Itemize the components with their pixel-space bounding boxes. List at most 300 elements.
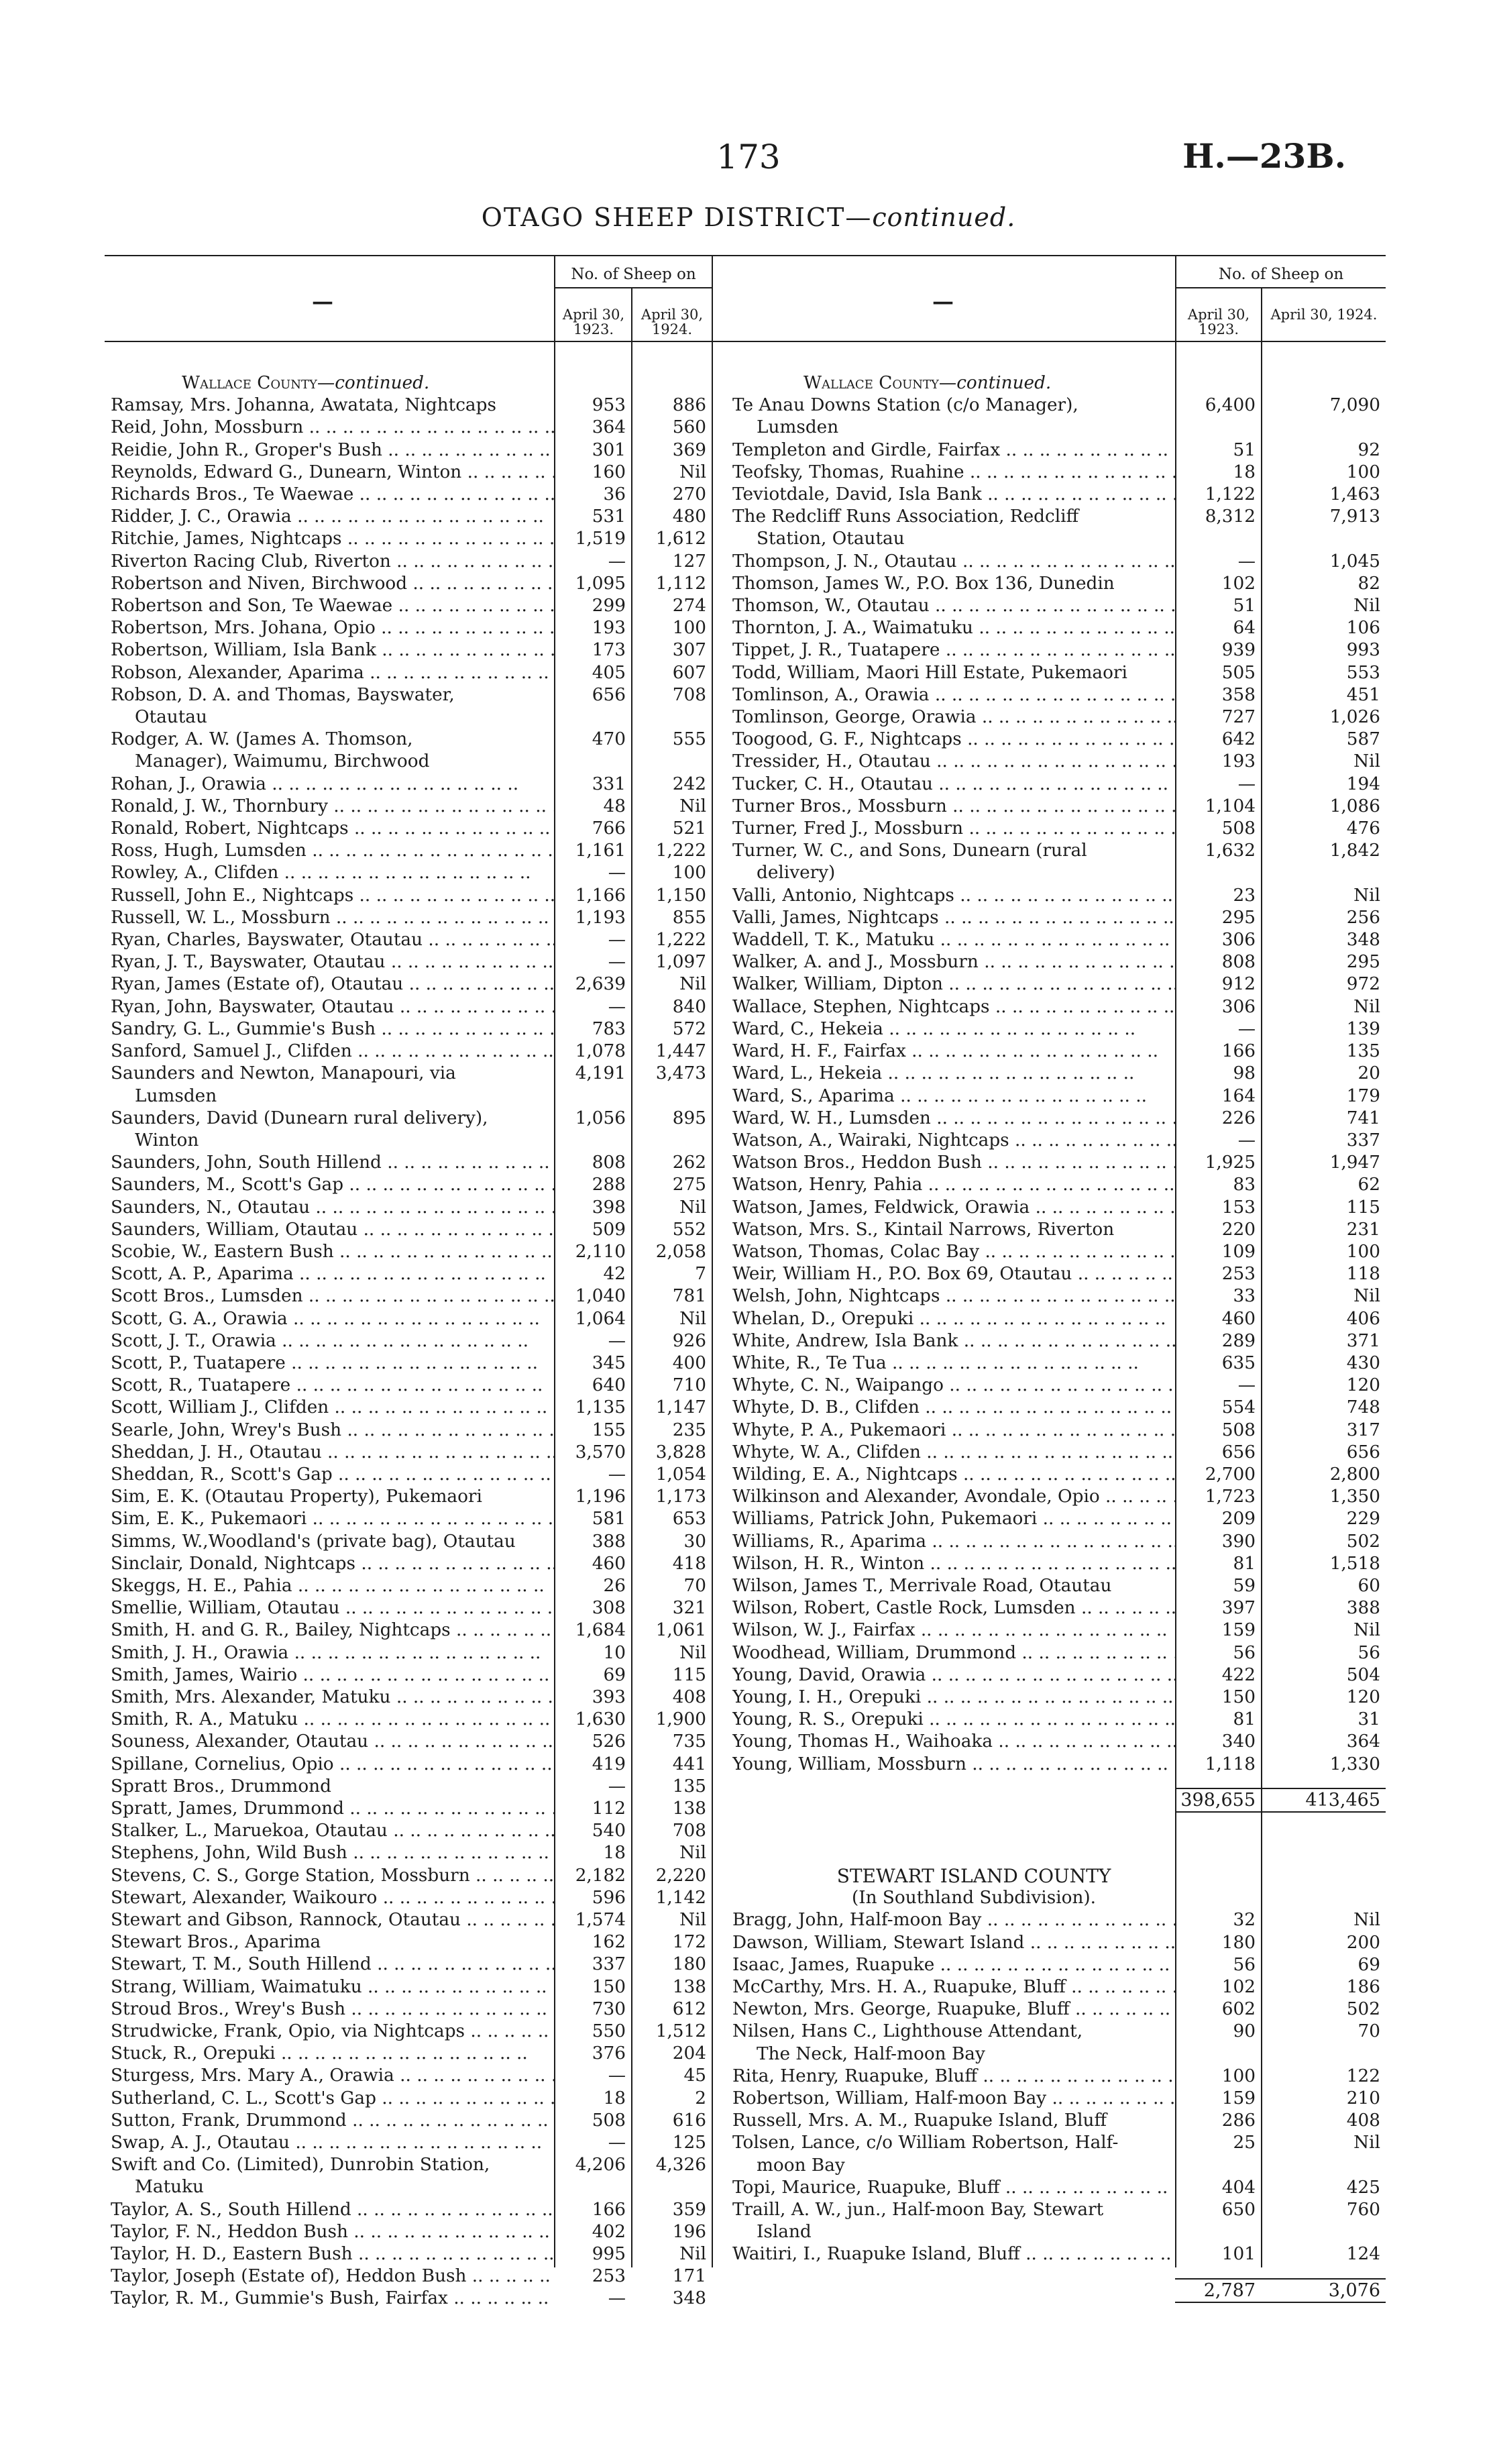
sheep-1924: 2 [695,2088,706,2108]
sheep-1924: 138 [672,1976,706,1997]
entry-name: Taylor, A. S., South Hillend .. . [111,2199,554,2221]
entry-name: Taylor, H. D., Eastern Bush .. . [111,2243,554,2265]
sheep-1923: 56 [1233,1954,1256,1975]
sheep-1923: 83 [1233,1175,1256,1195]
table-row [111,484,736,506]
sheep-1924: 45 [683,2066,706,2086]
sheep-1924: Nil [679,462,706,482]
entry-name: Ross, Hugh, Lumsden .. . [111,840,554,862]
entry-name: Thornton, J. A., Waimatuku .. . [732,617,1175,639]
sheep-1924: Nil [1353,1620,1380,1641]
entry-name: Ward, L., Hekeia .. . [732,1063,1175,1085]
sheep-1923: 112 [592,1799,626,1819]
sheep-1924: 1,142 [655,1887,706,1908]
entry-name: Strang, William, Waimatuku .. . [111,1976,554,1998]
entry-name: Watson, James, Feldwick, Orawia .. . [732,1197,1175,1219]
sheep-1924: 200 [1346,1932,1380,1953]
entry-name: Saunders, David (Dunearn rural delivery), [111,1108,488,1128]
entry-name: Turner Bros., Mossburn .. . [732,796,1175,818]
sheep-1923: 32 [1233,1910,1256,1931]
sheep-1924: 69 [1357,1954,1380,1975]
sheep-1923: 81 [1233,1553,1256,1574]
table-row [111,2176,736,2198]
sheep-1923: 345 [592,1352,626,1373]
sheep-1923: 1,161 [575,841,626,861]
sheep-1923: 939 [1221,640,1256,661]
entry-name: Walker, William, Dipton .. . [732,973,1175,996]
entry-name: Whyte, W. A., Clifden .. . [732,1442,1175,1464]
table-row [111,2132,736,2154]
table-row [732,1241,1410,1263]
entry-name: Topi, Maurice, Ruapuke, Bluff .. . [732,2177,1175,2199]
sheep-1923: — [1237,773,1256,794]
sheep-1923: 953 [592,395,626,416]
sheep-1923: 376 [592,2043,626,2064]
sheep-1924: 127 [672,551,706,572]
entry-name: Robson, Alexander, Aparima .. . [111,662,554,684]
sheep-1923 [1199,2221,1285,2243]
table-row [111,1130,736,1152]
left-col2-header: April 30, 1924. [641,307,704,337]
table-row [111,862,736,884]
sheep-1923: 388 [592,1531,626,1552]
entry-name: Thompson, J. N., Otautau .. . [732,551,1175,573]
sheep-1923: 81 [1233,1709,1256,1730]
sheep-1923: — [1237,1375,1256,1396]
sheep-1923: 1,193 [575,907,626,928]
sheep-1923: 581 [592,1509,626,1530]
table-row [732,684,1410,706]
entry-name: Wilson, James T., Merrivale Road, Otautau [732,1575,1112,1596]
entry-name: Spillane, Cornelius, Opio .. . [111,1754,554,1776]
sheep-1924: 748 [1346,1397,1380,1418]
table-row [111,818,736,840]
sheep-1924: 262 [672,1153,706,1173]
sheep-1924: 100 [672,863,706,883]
table-row [111,1040,736,1063]
sheep-1923 [1199,862,1285,884]
table-row [111,2243,736,2265]
sheep-1923 [578,706,655,729]
sheep-1923 [578,2176,655,2198]
table-row [111,751,736,773]
table-row [732,2066,1410,2088]
sheep-1923: 1,135 [575,1397,626,1418]
table-row [732,1954,1410,1976]
entry-name: Simms, W.,Woodland's (private bag), Otautau [111,1531,516,1552]
sheep-1924: 895 [672,1108,706,1128]
right-col2-header: April 30, 1924. [1270,307,1378,323]
sheep-1923: — [1237,551,1256,572]
sheep-1924: 993 [1346,640,1380,661]
entry-name: Sandry, G. L., Gummie's Bush .. . [111,1018,554,1040]
sheep-1923: 2,639 [575,974,626,995]
sheep-1924: Nil [679,974,706,995]
entry-name: Saunders, N., Otautau .. . [111,1197,554,1219]
table-row [111,2221,736,2243]
table-row [732,2043,1410,2066]
entry-name: Rohan, J., Orawia .. . [111,773,554,796]
page-reference: H.—23B. [1182,136,1346,176]
sheep-1923: 1,064 [575,1308,626,1329]
county-name: Wallace County— [182,373,335,393]
table-row [111,1308,736,1330]
table-row [732,796,1410,818]
table-row [732,996,1410,1018]
sheep-1924: 4,326 [655,2155,706,2176]
table-row [732,1397,1410,1419]
sheep-1923: 253 [592,2266,626,2287]
entry-name: Sutton, Frank, Drummond .. . [111,2110,554,2132]
sheep-1924: 708 [672,1821,706,1841]
entry-name: moon Bay [757,2155,845,2176]
sheep-1923: 640 [592,1375,626,1396]
entry-name: Traill, A. W., jun., Half-moon Bay, Stewart [732,2200,1104,2220]
sheep-1923: — [608,930,626,951]
entry-name: Russell, Mrs. A. M., Ruapuke Island, Bluff [732,2110,1107,2131]
sheep-1924: 502 [1346,1999,1380,2020]
entry-name: Williams, Patrick John, Pukemaori .. . [732,1508,1175,1530]
entry-name: Sim, E. K., Pukemaori .. . [111,1508,554,1530]
sheep-1923: 337 [592,1954,626,1975]
sheep-1924: 120 [1346,1375,1380,1396]
sheep-1923: — [608,1330,626,1351]
sheep-1923: 288 [592,1175,626,1195]
sheep-1923: 1,684 [575,1620,626,1641]
sheep-1924: 364 [1346,1731,1380,1752]
entry-name: Reid, John, Mossburn .. . [111,417,554,439]
entry-name: Watson, Mrs. S., Kintail Narrows, Riverton [732,1219,1115,1240]
sheep-1923: 150 [1221,1686,1256,1707]
sheep-1923: 505 [1221,662,1256,683]
entry-name: Walker, A. and J., Mossburn .. . [732,951,1175,973]
sheep-1923: 912 [1221,974,1256,995]
sheep-1924: Nil [679,1308,706,1329]
sheep-1924: 653 [672,1509,706,1530]
table-row [111,1508,736,1530]
table-row [732,439,1410,462]
sheep-1923: — [608,1776,626,1797]
sheep-1923: 1,166 [575,885,626,906]
entry-name: Saunders, M., Scott's Gap .. . [111,1174,554,1196]
total-row [732,2275,1410,2303]
sheep-1923: 109 [1221,1241,1256,1262]
sheep-1923 [578,1130,655,1152]
table-row [111,528,736,550]
table-row [111,1464,736,1486]
table-row [111,796,736,818]
sheep-1923: 42 [603,1264,626,1285]
left-column [111,372,736,2310]
table-row [111,951,736,973]
title-main: OTAGO SHEEP DISTRICT— [481,203,873,232]
sheep-1923: 160 [592,462,626,482]
table-row [111,439,736,462]
entry-name: Scott, A. P., Aparima .. . [111,1263,554,1285]
sheep-1924: 242 [672,773,706,794]
entry-name: Souness, Alexander, Otautau .. . [111,1731,554,1753]
sheep-1923: 10 [603,1642,626,1663]
table-row [732,1553,1410,1575]
entry-name: Reidie, John R., Groper's Bush .. . [111,439,554,462]
entry-name: Toogood, G. F., Nightcaps .. . [732,729,1175,751]
total-1923: 2,787 [1175,2278,1261,2303]
entry-name: Tressider, H., Otautau .. . [732,751,1175,773]
entry-name: Smith, H. and G. R., Bailey, Nightcaps .. . [111,1619,554,1642]
sheep-1924: 656 [1346,1442,1380,1462]
sheep-1924: 179 [1346,1085,1380,1106]
right-sheep-header: No. of Sheep on [1218,266,1344,283]
entry-name: The Neck, Half-moon Bay [757,2043,985,2064]
sheep-1923: — [608,996,626,1017]
entry-name: Ritchie, James, Nightcaps .. . [111,528,554,550]
table-row [111,1152,736,1174]
table-row [732,773,1410,796]
sheep-1923: 1,723 [1205,1487,1256,1507]
sheep-1924: 235 [672,1420,706,1440]
sheep-1924: 7,090 [1329,395,1380,416]
sheep-1924: 186 [1346,1977,1380,1998]
sheep-1924: 348 [1346,930,1380,951]
table-row [111,2021,736,2043]
sheep-1923: 554 [1221,1397,1256,1418]
sheep-1923: 393 [592,1686,626,1707]
table-row [732,394,1410,417]
entry-name: Robertson, William, Half-moon Bay .. . [732,2088,1175,2110]
sheep-1923: 995 [592,2244,626,2265]
entry-name: Young, William, Mossburn .. . [732,1754,1175,1776]
sheep-1924: 1,518 [1329,1553,1380,1574]
table-row [111,1731,736,1753]
sheep-1923: 150 [592,1976,626,1997]
sheep-1923: 1,630 [575,1709,626,1730]
sheep-1924 [655,706,736,729]
sheep-1924: 1,222 [655,930,706,951]
entry-name: Scott, G. A., Orawia .. . [111,1308,554,1330]
sheep-1924: 172 [672,1932,706,1953]
table-row [111,2088,736,2110]
sheep-1924: 1,447 [655,1041,706,1062]
sheep-1923: 1,118 [1205,1754,1256,1774]
entry-name: Te Anau Downs Station (c/o Manager), [732,395,1078,416]
table-row [111,1375,736,1397]
entry-name: Smith, James, Wairio .. . [111,1664,554,1686]
sheep-1923: 656 [592,684,626,705]
sheep-1924: 708 [672,684,706,705]
entry-name: Wilson, W. J., Fairfax .. . [732,1619,1175,1642]
sheep-1923: — [608,2288,626,2309]
table-row [732,2199,1410,2221]
page-number: 173 [716,138,781,176]
entry-name: Ward, S., Aparima .. . [732,1085,1175,1108]
sheep-1924: 886 [672,395,706,416]
table-row [732,1375,1410,1397]
sheep-1923: 596 [592,1887,626,1908]
table-row [732,1219,1410,1241]
sheep-1923: 25 [1233,2133,1256,2153]
entry-name: McCarthy, Mrs. H. A., Ruapuke, Bluff .. . [732,1976,1175,1998]
sheep-1923: 531 [592,506,626,527]
table-row [111,1798,736,1820]
sheep-1923: 656 [1221,1442,1256,1462]
sheep-1924: 70 [683,1575,706,1596]
entry-name: Richards Bros., Te Waewae .. . [111,484,554,506]
sheep-1923: 398 [592,1197,626,1218]
sheep-1924: 3,828 [655,1442,706,1462]
table-row [111,1887,736,1909]
entry-name: Todd, William, Maori Hill Estate, Pukemaori [732,662,1127,683]
sheep-1923: 730 [592,1998,626,2019]
sheep-1923: 550 [592,2021,626,2042]
entry-name: Matuku [135,2177,204,2198]
sheep-1923: 69 [603,1664,626,1685]
entry-name: Taylor, F. N., Heddon Bush .. . [111,2221,554,2243]
sheep-1924: 972 [1346,974,1380,995]
sheep-1924: 135 [672,1776,706,1797]
table-row [111,1976,736,1998]
table-row [732,1464,1410,1486]
table-row [111,1285,736,1307]
sheep-1924: 741 [1346,1108,1380,1128]
sheep-1923: 1,056 [575,1108,626,1128]
sheep-1923: 155 [592,1420,626,1440]
entry-name: Robertson, William, Isla Bank .. . [111,639,554,661]
sheep-1924: 171 [672,2266,706,2287]
entry-name: Manager), Waimumu, Birchwood [135,751,430,772]
entry-name: Ward, C., Hekeia .. . [732,1018,1175,1040]
sheep-1923: 64 [1233,618,1256,639]
entry-name: Williams, R., Aparima .. . [732,1531,1175,1553]
sheep-1924: 100 [672,618,706,639]
table-row [111,996,736,1018]
sheep-1924: 2,058 [655,1241,706,1262]
sheep-1924: 840 [672,996,706,1017]
entry-name: Scott, P., Tuatapere .. . [111,1352,554,1375]
sheep-1923: 299 [592,596,626,617]
table-row [111,907,736,929]
table-row [732,2088,1410,2110]
entry-name: Turner, Fred J., Mossburn .. . [732,818,1175,840]
sheep-1924: Nil [1353,751,1380,772]
entry-name: Tippet, J. R., Tuatapere .. . [732,639,1175,661]
header-bottom-rule [105,341,1386,342]
total-1924: 413,465 [1261,1788,1386,1813]
sheep-1923: 98 [1233,1063,1256,1084]
entry-name: The Redcliff Runs Association, Redcliff [732,506,1079,527]
sheep-1923: 306 [1221,996,1256,1017]
sheep-1923: 1,078 [575,1041,626,1062]
sheep-1923: 4,206 [575,2155,626,2176]
entry-name: Spratt Bros., Drummond [111,1776,331,1797]
sheep-1924 [655,1085,736,1108]
sheep-1924: 2,220 [655,1865,706,1886]
sheep-1924: 348 [672,2288,706,2309]
entry-name: Tolsen, Lance, c/o William Robertson, Half- [732,2133,1119,2153]
sheep-1924: 115 [672,1664,706,1685]
sheep-1923: 331 [592,773,626,794]
table-row [732,1442,1410,1464]
entry-name: Whyte, D. B., Clifden .. . [732,1397,1175,1419]
sheep-1923 [578,1085,655,1108]
table-row [732,1330,1410,1352]
entry-name: Waitiri, I., Ruapuke Island, Bluff .. . [732,2243,1175,2265]
entry-name: Tomlinson, George, Orawia .. . [732,706,1175,729]
sheep-1923: — [608,1464,626,1485]
table-row [732,595,1410,617]
entry-name: Thomson, W., Otautau .. . [732,595,1175,617]
entry-name: Young, David, Orawia .. . [732,1664,1175,1686]
sheep-1924: 231 [1346,1219,1380,1240]
table-row [111,1865,736,1887]
table-row [732,1263,1410,1285]
table-row [732,2021,1410,2043]
sheep-1923: 56 [1233,1642,1256,1663]
table-row [732,1575,1410,1597]
table-row [111,1998,736,2021]
entry-name: Young, Thomas H., Waihoaka .. . [732,1731,1175,1753]
sheep-1924: 388 [1346,1598,1380,1619]
sheep-1924: 371 [1346,1330,1380,1351]
table-row [732,706,1410,729]
entry-name: Watson Bros., Heddon Bush .. . [732,1152,1175,1174]
total-row [732,1785,1410,1813]
sheep-1924: 441 [672,1754,706,1774]
table-row [732,1909,1410,1931]
sheep-1923: 295 [1221,907,1256,928]
sheep-1924: 307 [672,640,706,661]
sheep-1924: 587 [1346,729,1380,750]
sheep-1924: 710 [672,1375,706,1396]
sheep-1923 [1199,417,1285,439]
sheep-1924: 229 [1346,1509,1380,1530]
entry-name: Ryan, James (Estate of), Otautau .. . [111,973,554,996]
entry-name: Valli, Antonio, Nightcaps .. . [732,885,1175,907]
sheep-1923: 642 [1221,729,1256,750]
sheep-1923: 173 [592,640,626,661]
sheep-1923: 101 [1221,2244,1256,2265]
entry-name: White, R., Te Tua .. . [732,1352,1175,1375]
sheep-1924: 7,913 [1329,506,1380,527]
table-row [732,818,1410,840]
sheep-1923: 1,040 [575,1286,626,1307]
sheep-1924: 337 [1346,1130,1380,1150]
title-continued: continued. [872,203,1016,232]
entry-name: Watson, A., Wairaki, Nightcaps .. . [732,1130,1175,1152]
sheep-1923: 419 [592,1754,626,1774]
sheep-1923: 508 [1221,1420,1256,1440]
entry-name: Stewart, T. M., South Hillend .. . [111,1953,554,1976]
county-continued: continued. [956,373,1052,393]
sheep-1923: — [1237,1130,1256,1150]
table-row [732,2110,1410,2132]
table-row [111,773,736,796]
sheep-1923: 166 [1221,1041,1256,1062]
entry-name: Sturgess, Mrs. Mary A., Orawia .. . [111,2065,554,2087]
sheep-1924: 62 [1357,1175,1380,1195]
table-row [111,840,736,862]
sheep-1923: — [608,952,626,973]
sheep-1924: 7 [695,1264,706,1285]
entry-name: Stewart, Alexander, Waikouro .. . [111,1887,554,1909]
entry-name: Stalker, L., Maruekoa, Otautau .. . [111,1820,554,1842]
table-row [732,1352,1410,1375]
sheep-1924: 1,463 [1329,484,1380,505]
sheep-1924: 275 [672,1175,706,1195]
sheep-1924: Nil [1353,1910,1380,1931]
sheep-1923: 164 [1221,1085,1256,1106]
sheep-1924: 760 [1346,2200,1380,2220]
sheep-1923: 1,574 [575,1910,626,1931]
